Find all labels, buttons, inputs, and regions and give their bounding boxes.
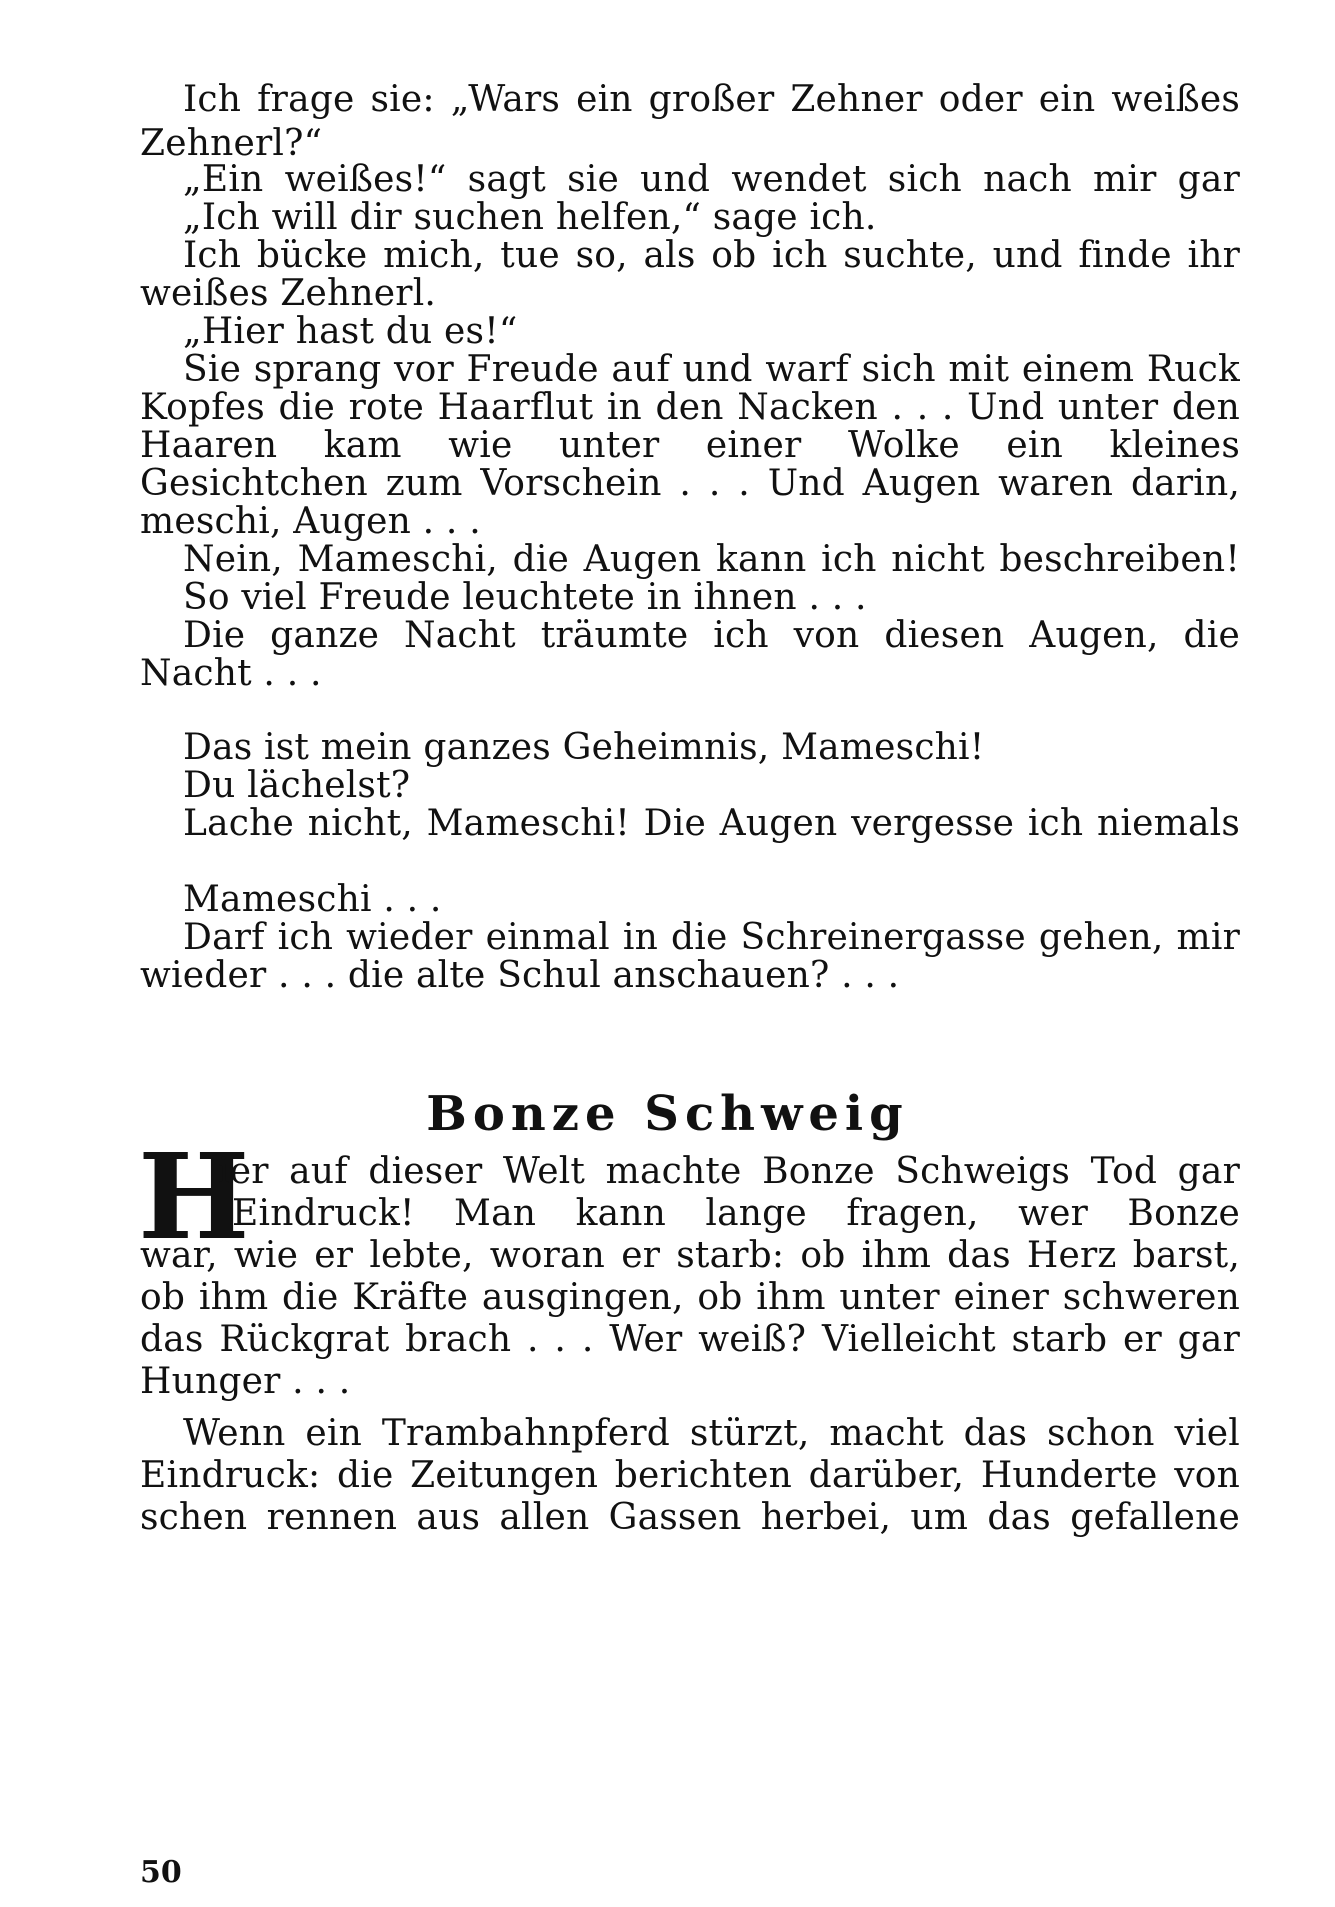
text-line: Hunger . . . — [140, 1361, 351, 1402]
text-line: Sie sprang vor Freude auf und warf sich mit einem Ruck — [183, 349, 1240, 390]
text-line: wieder . . . die alte Schul anschauen? . . . — [140, 955, 900, 996]
text-line: Eindruck! Man kann lange fragen, wer Bonze — [232, 1193, 1240, 1234]
text-line: Nein, Mameschi, die Augen kann ich nicht beschreiben! — [183, 539, 1240, 580]
text-line: So viel Freude leuchtete in ihnen . . . — [183, 577, 867, 618]
text-line: Lache nicht, Mameschi! Die Augen vergesse ich niemals — [183, 803, 1240, 844]
text-line: Haaren kam wie unter einer Wolke ein kleines — [140, 425, 1240, 466]
text-line: Nacht . . . — [140, 653, 322, 694]
text-line: schen rennen aus allen Gassen herbei, um das gefallene — [140, 1497, 1240, 1538]
text-line: meschi, Augen . . . — [140, 501, 481, 542]
text-line: „Hier hast du es!“ — [183, 311, 518, 352]
text-line: Darf ich wieder einmal in die Schreinergasse gehen, mir — [183, 917, 1240, 958]
text-line: Mameschi . . . — [183, 879, 442, 920]
text-line: „Ich will dir suchen helfen,“ sage ich. — [183, 197, 877, 238]
section-heading: Bonze Schweig — [426, 1086, 909, 1142]
text-line: Gesichtchen zum Vorschein . . . Und Augen waren darin, — [140, 463, 1240, 504]
text-line: ob ihm die Kräfte ausgingen, ob ihm unter einer schweren — [140, 1277, 1240, 1318]
text-line: Eindruck: die Zeitungen berichten darüber, Hunderte von — [140, 1455, 1240, 1496]
text-line: Das ist mein ganzes Geheimnis, Mameschi! — [183, 727, 985, 768]
text-line: „Ein weißes!“ sagt sie und wendet sich nach mir gar — [183, 159, 1240, 200]
text-line: Wenn ein Trambahnpferd stürzt, macht das schon viel — [183, 1413, 1240, 1454]
page-number: 50 — [140, 1855, 182, 1890]
text-line: Kopfes die rote Haarflut in den Nacken . . . Und unter den — [140, 387, 1240, 428]
text-line: Ich bücke mich, tue so, als ob ich suchte, und finde ihr — [183, 235, 1240, 276]
drop-cap: H — [138, 1127, 250, 1266]
text-line: Ich frage sie: „Wars ein großer Zehner oder ein weißes — [183, 79, 1240, 120]
text-line: ier auf dieser Welt machte Bonze Schweigs Tod gar — [218, 1151, 1240, 1192]
text-line: das Rückgrat brach . . . Wer weiß? Vielleicht starb er gar — [140, 1319, 1240, 1360]
text-line: war, wie er lebte, woran er starb: ob ihm das Herz barst, — [140, 1235, 1240, 1276]
text-line: Die ganze Nacht träumte ich von diesen Augen, die — [183, 615, 1240, 656]
text-line: weißes Zehnerl. — [140, 273, 437, 314]
text-line: Du lächelst? — [183, 765, 411, 806]
text-line: Zehnerl?“ — [140, 123, 323, 164]
